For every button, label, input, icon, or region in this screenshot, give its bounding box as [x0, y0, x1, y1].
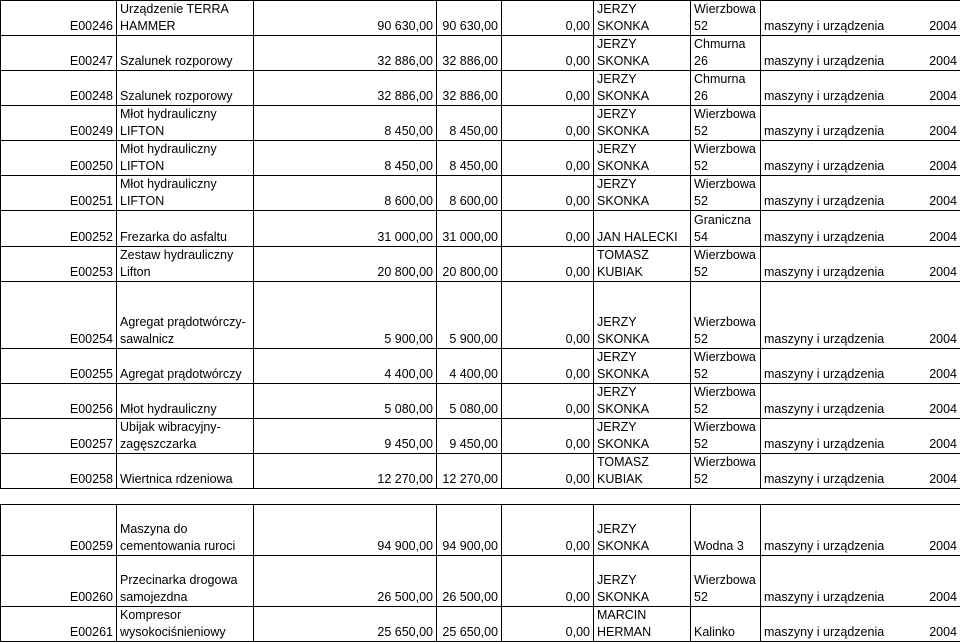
depreciation-value-cell: 32 886,00	[437, 71, 502, 106]
category-cell	[761, 454, 960, 489]
table-row	[1, 419, 960, 454]
category-cell	[761, 607, 960, 642]
asset-code-cell: E00246	[1, 1, 117, 36]
year-label: 2004	[929, 538, 957, 555]
year-label: 2004	[929, 123, 957, 140]
category-label: maszyny i urządzenia	[764, 366, 884, 383]
category-label: maszyny i urządzenia	[764, 264, 884, 281]
year-label: 2004	[929, 53, 957, 70]
asset-code-cell: E00255	[1, 349, 117, 384]
net-value-cell: 0,00	[502, 384, 594, 419]
category-cell	[761, 176, 960, 211]
category-cell	[761, 349, 960, 384]
category-cell	[761, 141, 960, 176]
asset-code-cell: E00256	[1, 384, 117, 419]
initial-value-cell: 94 900,00	[254, 505, 437, 556]
table-row	[1, 505, 960, 556]
depreciation-value-cell: 4 400,00	[437, 349, 502, 384]
asset-code-cell: E00253	[1, 247, 117, 282]
category-label: maszyny i urządzenia	[764, 18, 884, 35]
location-cell: Wierzbowa 52	[691, 384, 761, 419]
category-cell	[761, 71, 960, 106]
category-label: maszyny i urządzenia	[764, 471, 884, 488]
responsible-person-cell: JERZY SKONKA	[594, 419, 691, 454]
location-cell: Wodna 3	[691, 505, 761, 556]
year-label: 2004	[929, 193, 957, 210]
depreciation-value-cell: 12 270,00	[437, 454, 502, 489]
net-value-cell: 0,00	[502, 176, 594, 211]
category-cell	[761, 505, 960, 556]
depreciation-value-cell: 20 800,00	[437, 247, 502, 282]
asset-name-cell: Młot hydrauliczny LIFTON	[117, 176, 254, 211]
asset-name-cell: Szalunek rozporowy	[117, 71, 254, 106]
asset-name-cell: Urządzenie TERRA HAMMER	[117, 1, 254, 36]
location-cell: Kalinko	[691, 607, 761, 642]
initial-value-cell: 90 630,00	[254, 1, 437, 36]
asset-name-cell: Agregat prądotwórczy-sawalnicz	[117, 282, 254, 349]
table-row	[1, 211, 960, 247]
year-label: 2004	[929, 366, 957, 383]
year-label: 2004	[929, 331, 957, 348]
table-row	[1, 36, 960, 71]
category-cell	[761, 106, 960, 141]
depreciation-value-cell: 8 600,00	[437, 176, 502, 211]
asset-code-cell: E00259	[1, 505, 117, 556]
initial-value-cell: 8 600,00	[254, 176, 437, 211]
initial-value-cell: 20 800,00	[254, 247, 437, 282]
category-label: maszyny i urządzenia	[764, 53, 884, 70]
responsible-person-cell: JAN HALECKI	[594, 211, 691, 247]
responsible-person-cell: JERZY SKONKA	[594, 36, 691, 71]
asset-code-cell: E00251	[1, 176, 117, 211]
year-label: 2004	[929, 624, 957, 641]
net-value-cell: 0,00	[502, 607, 594, 642]
responsible-person-cell: JERZY SKONKA	[594, 505, 691, 556]
net-value-cell: 0,00	[502, 1, 594, 36]
initial-value-cell: 4 400,00	[254, 349, 437, 384]
net-value-cell: 0,00	[502, 556, 594, 607]
asset-code-cell: E00257	[1, 419, 117, 454]
asset-code-cell: E00258	[1, 454, 117, 489]
category-cell	[761, 211, 960, 247]
year-label: 2004	[929, 589, 957, 606]
net-value-cell: 0,00	[502, 349, 594, 384]
location-cell: Wierzbowa 52	[691, 106, 761, 141]
depreciation-value-cell: 32 886,00	[437, 36, 502, 71]
asset-code-cell: E00254	[1, 282, 117, 349]
year-label: 2004	[929, 18, 957, 35]
category-label: maszyny i urządzenia	[764, 331, 884, 348]
table-row	[1, 607, 960, 642]
asset-name-cell: Ubijak wibracyjny-zagęszczarka	[117, 419, 254, 454]
asset-code-cell: E00252	[1, 211, 117, 247]
location-cell: Chmurna 26	[691, 36, 761, 71]
year-label: 2004	[929, 471, 957, 488]
year-label: 2004	[929, 436, 957, 453]
category-label: maszyny i urządzenia	[764, 401, 884, 418]
spacer-row	[1, 489, 960, 505]
table-row	[1, 106, 960, 141]
table-row	[1, 1, 960, 36]
depreciation-value-cell: 5 080,00	[437, 384, 502, 419]
location-cell: Wierzbowa 52	[691, 1, 761, 36]
net-value-cell: 0,00	[502, 71, 594, 106]
initial-value-cell: 8 450,00	[254, 106, 437, 141]
asset-code-cell: E00247	[1, 36, 117, 71]
net-value-cell: 0,00	[502, 106, 594, 141]
location-cell: Wierzbowa 52	[691, 454, 761, 489]
net-value-cell: 0,00	[502, 505, 594, 556]
location-cell: Graniczna 54	[691, 211, 761, 247]
responsible-person-cell: JERZY SKONKA	[594, 349, 691, 384]
responsible-person-cell: JERZY SKONKA	[594, 282, 691, 349]
location-cell: Wierzbowa 52	[691, 176, 761, 211]
depreciation-value-cell: 25 650,00	[437, 607, 502, 642]
depreciation-value-cell: 31 000,00	[437, 211, 502, 247]
asset-name-cell: Kompresor wysokociśnieniowy	[117, 607, 254, 642]
asset-code-cell: E00260	[1, 556, 117, 607]
asset-name-cell: Agregat prądotwórczy	[117, 349, 254, 384]
category-label: maszyny i urządzenia	[764, 538, 884, 555]
initial-value-cell: 5 900,00	[254, 282, 437, 349]
table-row	[1, 176, 960, 211]
responsible-person-cell: JERZY SKONKA	[594, 106, 691, 141]
net-value-cell: 0,00	[502, 141, 594, 176]
category-label: maszyny i urządzenia	[764, 624, 884, 641]
initial-value-cell: 9 450,00	[254, 419, 437, 454]
depreciation-value-cell: 94 900,00	[437, 505, 502, 556]
depreciation-value-cell: 9 450,00	[437, 419, 502, 454]
responsible-person-cell: JERZY SKONKA	[594, 1, 691, 36]
net-value-cell: 0,00	[502, 211, 594, 247]
location-cell: Chmurna 26	[691, 71, 761, 106]
initial-value-cell: 12 270,00	[254, 454, 437, 489]
initial-value-cell: 32 886,00	[254, 36, 437, 71]
depreciation-value-cell: 8 450,00	[437, 106, 502, 141]
responsible-person-cell: JERZY SKONKA	[594, 384, 691, 419]
category-cell	[761, 247, 960, 282]
net-value-cell: 0,00	[502, 247, 594, 282]
asset-code-cell: E00248	[1, 71, 117, 106]
spacer-cell	[1, 489, 960, 505]
depreciation-value-cell: 5 900,00	[437, 282, 502, 349]
location-cell: Wierzbowa 52	[691, 282, 761, 349]
category-cell	[761, 1, 960, 36]
responsible-person-cell: JERZY SKONKA	[594, 71, 691, 106]
category-cell	[761, 384, 960, 419]
responsible-person-cell: JERZY SKONKA	[594, 176, 691, 211]
asset-name-cell: Wiertnica rdzeniowa	[117, 454, 254, 489]
net-value-cell: 0,00	[502, 419, 594, 454]
initial-value-cell: 25 650,00	[254, 607, 437, 642]
category-label: maszyny i urządzenia	[764, 123, 884, 140]
initial-value-cell: 5 080,00	[254, 384, 437, 419]
category-cell	[761, 36, 960, 71]
initial-value-cell: 31 000,00	[254, 211, 437, 247]
responsible-person-cell: MARCIN HERMAN	[594, 607, 691, 642]
net-value-cell: 0,00	[502, 282, 594, 349]
depreciation-value-cell: 90 630,00	[437, 1, 502, 36]
initial-value-cell: 26 500,00	[254, 556, 437, 607]
location-cell: Wierzbowa 52	[691, 247, 761, 282]
category-label: maszyny i urządzenia	[764, 436, 884, 453]
category-label: maszyny i urządzenia	[764, 158, 884, 175]
category-label: maszyny i urządzenia	[764, 229, 884, 246]
asset-name-cell: Zestaw hydrauliczny Lifton	[117, 247, 254, 282]
category-label: maszyny i urządzenia	[764, 589, 884, 606]
location-cell: Wierzbowa 52	[691, 419, 761, 454]
table-row	[1, 141, 960, 176]
location-cell: Wierzbowa 52	[691, 556, 761, 607]
responsible-person-cell: JERZY SKONKA	[594, 556, 691, 607]
asset-name-cell: Frezarka do asfaltu	[117, 211, 254, 247]
initial-value-cell: 32 886,00	[254, 71, 437, 106]
year-label: 2004	[929, 264, 957, 281]
category-cell	[761, 419, 960, 454]
responsible-person-cell: TOMASZ KUBIAK	[594, 454, 691, 489]
asset-code-cell: E00250	[1, 141, 117, 176]
net-value-cell: 0,00	[502, 454, 594, 489]
table-row	[1, 282, 960, 349]
year-label: 2004	[929, 158, 957, 175]
net-value-cell: 0,00	[502, 36, 594, 71]
responsible-person-cell: TOMASZ KUBIAK	[594, 247, 691, 282]
category-cell	[761, 282, 960, 349]
depreciation-value-cell: 8 450,00	[437, 141, 502, 176]
asset-name-cell: Młot hydrauliczny	[117, 384, 254, 419]
asset-name-cell: Przecinarka drogowa samojezdna	[117, 556, 254, 607]
location-cell: Wierzbowa 52	[691, 141, 761, 176]
table-row	[1, 556, 960, 607]
category-label: maszyny i urządzenia	[764, 88, 884, 105]
category-cell	[761, 556, 960, 607]
depreciation-value-cell: 26 500,00	[437, 556, 502, 607]
year-label: 2004	[929, 88, 957, 105]
asset-code-cell: E00249	[1, 106, 117, 141]
asset-name-cell: Młot hydrauliczny LIFTON	[117, 106, 254, 141]
year-label: 2004	[929, 401, 957, 418]
asset-name-cell: Maszyna do cementowania ruroci	[117, 505, 254, 556]
asset-name-cell: Szalunek rozporowy	[117, 36, 254, 71]
table-row	[1, 384, 960, 419]
category-label: maszyny i urządzenia	[764, 193, 884, 210]
table-row	[1, 71, 960, 106]
initial-value-cell: 8 450,00	[254, 141, 437, 176]
location-cell: Wierzbowa 52	[691, 349, 761, 384]
asset-name-cell: Młot hydrauliczny LIFTON	[117, 141, 254, 176]
year-label: 2004	[929, 229, 957, 246]
table-row	[1, 349, 960, 384]
responsible-person-cell: JERZY SKONKA	[594, 141, 691, 176]
table-row	[1, 454, 960, 489]
table-row	[1, 247, 960, 282]
asset-code-cell: E00261	[1, 607, 117, 642]
